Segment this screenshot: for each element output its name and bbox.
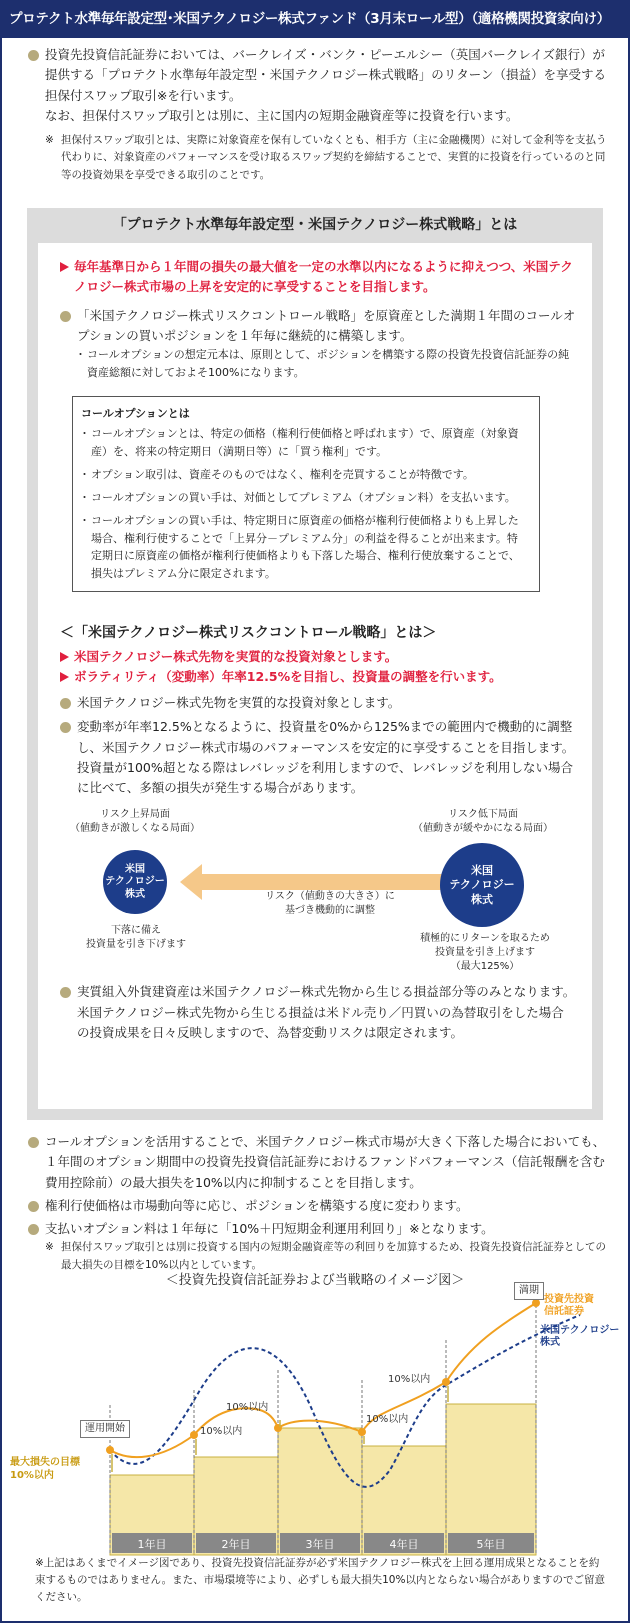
floor-steps bbox=[110, 1404, 536, 1555]
risk-up-label: リスク上昇局面 （値動きが激しくなる局面） bbox=[70, 809, 200, 835]
us-tech-circle-small: 米国 テクノロジー 株式 bbox=[103, 850, 167, 914]
intro-note bbox=[45, 132, 613, 184]
note-mark: ※ bbox=[45, 1241, 54, 1254]
note-mark: ※ bbox=[45, 134, 54, 146]
risk-control-bullet-3: 実質組入外貨建資産は米国テクノロジー株式先物から生じる損益部分等のみとなります。 bbox=[60, 982, 576, 1002]
page-title: プロテクト水準毎年設定型･米国テクノロジー株式ファンド（3月末ロール型）（適格機関投資家向け） bbox=[0, 0, 630, 38]
call-option-item: ・ コールオプションとは、特定の価格（権利行使価格と呼ばれます）で、原資産（対象資産）を、将来の特定期日（満期日等）に「買う権利」です。 bbox=[81, 425, 527, 461]
intro-paragraph-1: 投資先投資信託証券においては、バークレイズ・バンク・ピーエルシー（英国バークレイズ銀行）が提供する「プロテクト水準毎年設定型・米国テクノロジー株式戦略」のリターン（損益）を享受する担保付スワップ取引※を行います。 bbox=[28, 45, 613, 106]
pct-label: 10%以内 bbox=[366, 1414, 409, 1425]
call-option-title: コールオプションとは bbox=[81, 406, 190, 420]
pct-label: 10%以内 bbox=[388, 1374, 431, 1385]
strategy-dot-1: ・ コールオプションの想定元本は、原則として、ポジションを構築する際の投資先投資信託証券の純資産総額に対しておよそ100%になります。 bbox=[77, 346, 576, 382]
start-label: 運用開始 bbox=[80, 1420, 130, 1438]
risk-adjust-diagram bbox=[60, 808, 576, 978]
fund-legend: 投資先投資 信託証券 bbox=[544, 1294, 594, 1317]
risk-control-highlight-2: ボラティリティ（変動率）年率12.5%を目指し、投資量の調整を行います。 bbox=[60, 667, 576, 687]
end-label: 満期 bbox=[514, 1282, 544, 1300]
max-loss-label: 最大損失の目標 10%以内 bbox=[10, 1457, 80, 1481]
risk-control-bullet-3-cont: 米国テクノロジー株式先物から生じる損益は米ドル売り／円買いの為替取引をした場合の投資成果を日々反映しますので、為替変動リスクは限定されます。 bbox=[77, 1004, 564, 1040]
risk-control-bullet-1: 米国テクノロジー株式先物を実質的な投資対象とします。 bbox=[60, 693, 576, 713]
intro-paragraph-2: なお、担保付スワップ取引とは別に、主に国内の短期金融資産等に投資を行います。 bbox=[45, 107, 519, 123]
index-legend: 米国テクノロジー 株式 bbox=[540, 1325, 620, 1348]
year-label-3: 3年目 bbox=[305, 1538, 335, 1551]
increase-exposure-label: 積極的にリターンを取るため 投資量を引き上げます （最大125%） bbox=[420, 933, 550, 973]
note-text: 担保付スワップ取引とは別に投資する国内の短期金融資産等の利回りを加算するため、投資先投資信託証券としての最大損失の目標を10%以内としています。 bbox=[61, 1241, 607, 1271]
strategy-box bbox=[27, 208, 603, 1120]
summary-bullet-2: 権利行使価格は市場動向等に応じ、ポジションを構築する度に変わります。 bbox=[28, 1196, 613, 1216]
risk-control-subtitle: ＜「米国テクノロジー株式リスクコントロール戦略」とは＞ bbox=[60, 624, 437, 641]
strategy-content bbox=[38, 243, 592, 1109]
year-label-1: 1年目 bbox=[137, 1538, 167, 1551]
summary-section bbox=[28, 1132, 613, 1274]
arrow-label: リスク（値動きの大きさ）に 基づき機動的に調整 bbox=[265, 891, 395, 917]
call-option-item: ・ コールオプションの買い手は、対価としてプレミアム（オプション料）を支払います。 bbox=[81, 489, 527, 507]
pct-label: 10%以内 bbox=[226, 1402, 269, 1413]
risk-control-highlight-1: 米国テクノロジー株式先物を実質的な投資対象とします。 bbox=[60, 647, 576, 667]
call-option-box bbox=[72, 396, 540, 592]
note-text: 担保付スワップ取引とは、実際に対象資産を保有していなくとも、相手方（主に金融機関）に対して金利等を支払う代わりに、対象資産のパフォーマンスを受け取るスワップ契約を締結することで、実質的に投資を行っているのと同等の投資効果を享受できる取引のことです。 bbox=[61, 134, 607, 181]
strategy-highlight-1: 毎年基準日から１年間の損失の最大値を一定の水準以内になるように抑えつつ、米国テクノロジー株式市場の上昇を安定的に享受することを目指します。 bbox=[60, 257, 576, 298]
risk-down-label: リスク低下局面 （値動きが緩やかになる局面） bbox=[413, 809, 553, 835]
year-label-5: 5年目 bbox=[476, 1538, 506, 1551]
floor-year-5 bbox=[446, 1404, 536, 1555]
image-chart bbox=[0, 1270, 630, 1560]
summary-note bbox=[45, 1239, 613, 1274]
chart-svg bbox=[0, 1270, 630, 1560]
reduce-exposure-label: 下落に備え 投資量を引き下げます bbox=[86, 925, 186, 951]
call-option-item: ・ コールオプションの買い手は、特定期日に原資産の価格が権利行使価格よりも上昇した場合、権利行使することで「上昇分－プレミアム分」の利益を得ることが出来ます。特定期日に原資産の価格が権利行使価格よりも下落した場合、権利行使放棄することで、損失はプレミアム分に限定されます。 bbox=[81, 512, 527, 583]
intro-section bbox=[28, 45, 613, 184]
pct-label: 10%以内 bbox=[200, 1426, 243, 1437]
strategy-bullet-1: 「米国テクノロジー株式リスクコントロール戦略」を原資産とした満期１年間のコールオプションの買いポジションを１年毎に継続的に構築します。 bbox=[60, 306, 576, 347]
call-option-item: ・ オプション取引は、資産そのものではなく、権利を売買することが特徴です。 bbox=[81, 466, 527, 484]
risk-control-bullet-2: 変動率が年率12.5%となるように、投資量を0%から125%までの範囲内で機動的に調整し、米国テクノロジー株式市場のパフォーマンスを安定的に享受することを目指します。投資量が100%超となる際はレバレッジを利用しますので、レバレッジを利用しない場合に比べて、多額の損失が発生する場合があります。 bbox=[60, 717, 576, 798]
footer-note: ※上記はあくまでイメージ図であり、投資先投資信託証券が必ず米国テクノロジー株式を上回る運用成果となることを約束するものではありません。また、市場環境等により、必ずしも最大損失10%以内とならない場合がありますのでご留意ください。 bbox=[35, 1557, 605, 1603]
year-label-4: 4年目 bbox=[389, 1538, 419, 1551]
summary-bullet-3: 支払いオプション料は１年毎に「10%＋円短期金利運用利回り」※となります。 bbox=[28, 1219, 613, 1239]
chart-title: ＜投資先投資信託証券および当戦略のイメージ図＞ bbox=[165, 1273, 465, 1288]
us-tech-circle-large: 米国 テクノロジー 株式 bbox=[440, 843, 524, 927]
year-label-2: 2年目 bbox=[221, 1538, 251, 1551]
strategy-title: 「プロテクト水準毎年設定型・米国テクノロジー株式戦略」とは bbox=[112, 217, 518, 233]
summary-bullet-1: コールオプションを活用することで、米国テクノロジー株式市場が大きく下落した場合においても、１年間のオプション期間中の投資先投資信託証券におけるファンドパフォーマンス（信託報酬を含む費用控除前）の最大損失を10%以内に抑制することを目指します。 bbox=[28, 1132, 613, 1193]
